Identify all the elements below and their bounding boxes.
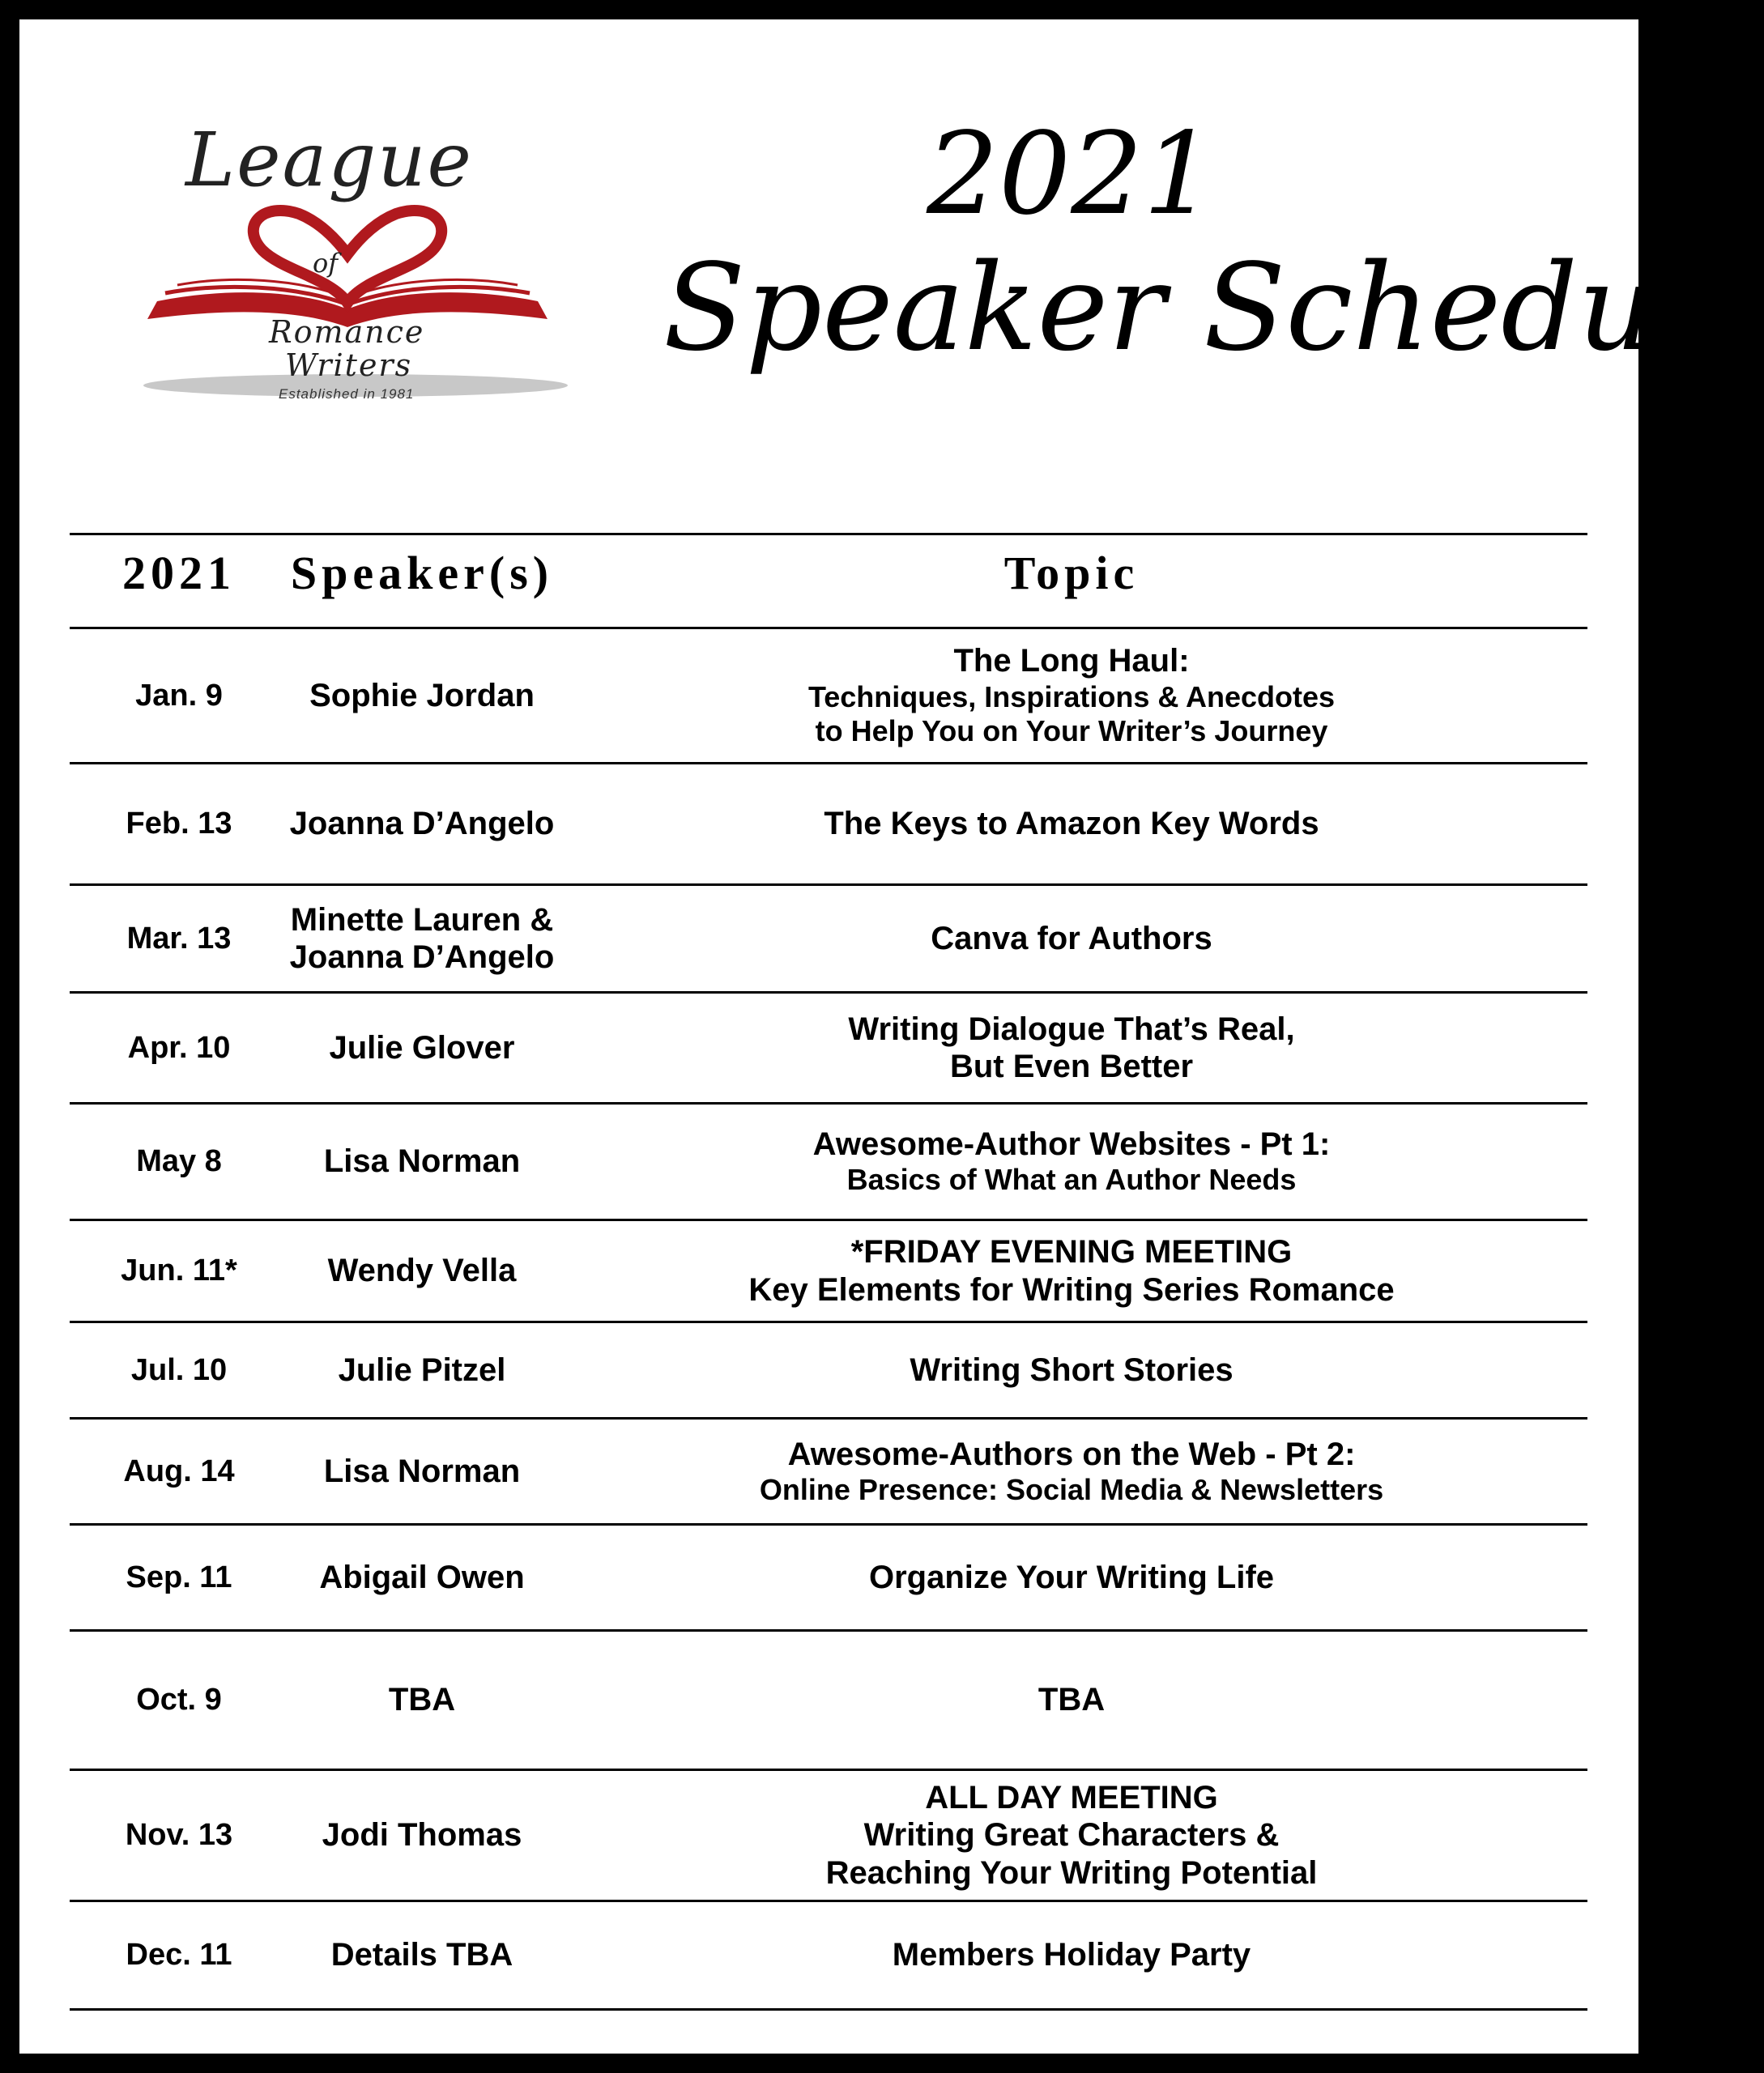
speaker-names: [288, 1632, 556, 1769]
league-logo: [141, 109, 562, 416]
meeting-topic: [556, 764, 1587, 883]
meeting-date: [70, 886, 288, 991]
topic-subtitle-line: to Help You on Your Writer’s Journey: [815, 714, 1328, 748]
header-year: 2021: [122, 547, 236, 599]
speaker-names: [288, 886, 556, 991]
meeting-topic-line: ALL DAY MEETING: [925, 1779, 1218, 1815]
meeting-topic-line: Writing Great Characters &: [863, 1817, 1280, 1854]
meeting-topic: [556, 1632, 1587, 1769]
speaker-names: [288, 1771, 556, 1900]
speaker-names-line: Sophie Jordan: [309, 677, 535, 713]
logo-league-text: League: [185, 117, 473, 203]
table-rule: [70, 2008, 1587, 2011]
speaker-names-line: Details TBA: [330, 1937, 513, 1973]
table-rule: [70, 883, 1587, 886]
meeting-topic: [556, 1771, 1587, 1900]
logo-romance-text: Romance: [269, 314, 425, 350]
table-row: [70, 1771, 1587, 1900]
table-rule: [70, 762, 1587, 764]
meeting-topic-line: But Even Better: [949, 1049, 1194, 1084]
meeting-topic: [556, 1902, 1587, 2008]
speaker-names-line: Wendy Vella: [327, 1253, 517, 1289]
speaker-names-line: Julie Glover: [329, 1029, 515, 1066]
meeting-date: [70, 764, 288, 883]
meeting-date-line: Jun. 11*: [121, 1254, 237, 1288]
table-row: [70, 1632, 1587, 1769]
meeting-date: [70, 629, 288, 762]
meeting-date: [70, 994, 288, 1102]
table-rule: [70, 627, 1587, 629]
meeting-date-line: Dec. 11: [126, 1938, 232, 1973]
meeting-date: [70, 1221, 288, 1321]
meeting-date-line: Feb. 13: [126, 807, 232, 841]
table-row: [70, 1323, 1587, 1417]
meeting-date-line: Sep. 11: [126, 1560, 232, 1594]
topic-subtitle-line: Techniques, Inspirations & Anecdotes: [807, 679, 1336, 713]
header-topic: Topic: [1003, 547, 1140, 599]
meeting-date-line: May 8: [136, 1144, 222, 1179]
meeting-topic-line: The Keys to Amazon Key Words: [824, 806, 1319, 842]
meeting-topic-line: *FRIDAY EVENING MEETING: [850, 1234, 1293, 1271]
speaker-names-line: Joanna D’Angelo: [289, 806, 555, 842]
table-rule: [70, 1102, 1587, 1105]
table-rule: [70, 1523, 1587, 1526]
speaker-names: [288, 1323, 556, 1417]
logo-established-text: Established in 1981: [279, 386, 415, 402]
topic-subtitle-line: Basics of What an Author Needs: [846, 1163, 1297, 1197]
meeting-date: [70, 1771, 288, 1900]
speaker-names: [288, 764, 556, 883]
speaker-names: [288, 629, 556, 762]
table-rule: [70, 1417, 1587, 1420]
meeting-date-line: Oct. 9: [136, 1683, 222, 1718]
speaker-names: [288, 1105, 556, 1219]
meeting-topic-line: The Long Haul:: [953, 643, 1190, 679]
meeting-date-line: Jul. 10: [130, 1352, 228, 1387]
logo-of-text: of: [313, 248, 339, 279]
meeting-topic-line: Organize Your Writing Life: [868, 1559, 1275, 1595]
table-row: [70, 994, 1587, 1102]
table-row: [70, 1902, 1587, 2008]
table-row: [70, 764, 1587, 883]
meeting-topic-line: Canva for Authors: [931, 920, 1212, 956]
speaker-names-line: Jodi Thomas: [322, 1817, 522, 1854]
table-row: [70, 1105, 1587, 1219]
meeting-date: [70, 1902, 288, 2008]
meeting-topic-line: Members Holiday Party: [892, 1937, 1251, 1973]
meeting-topic: [556, 1323, 1587, 1417]
meeting-date-line: Jan. 9: [135, 678, 223, 713]
meeting-topic-line: Writing Short Stories: [910, 1351, 1234, 1388]
speaker-names-line: Joanna D’Angelo: [289, 939, 555, 975]
table-row: [70, 886, 1587, 991]
header-speakers: Speaker(s): [290, 547, 554, 599]
speaker-names-line: TBA: [388, 1682, 456, 1718]
speaker-names: [288, 994, 556, 1102]
meeting-topic: [556, 1526, 1587, 1629]
meeting-topic-line: Reaching Your Writing Potential: [825, 1854, 1318, 1891]
meeting-date-line: Apr. 10: [127, 1030, 231, 1065]
meeting-topic: [556, 994, 1587, 1102]
table-row: [70, 1420, 1587, 1523]
table-rule: [70, 1219, 1587, 1221]
meeting-topic-line: TBA: [1038, 1682, 1106, 1718]
meeting-topic: [556, 1221, 1587, 1321]
table-rule: [70, 533, 1587, 535]
meeting-date: [70, 1105, 288, 1219]
meeting-topic: [556, 1105, 1587, 1219]
speaker-names-line: Minette Lauren &: [290, 901, 554, 938]
meeting-date-line: Nov. 13: [125, 1818, 233, 1853]
meeting-topic: [556, 629, 1587, 762]
table-rule: [70, 1900, 1587, 1902]
meeting-topic-line: Awesome-Author Websites - Pt 1:: [812, 1126, 1331, 1163]
meeting-date-line: Mar. 13: [126, 921, 232, 956]
table-row: [70, 1526, 1587, 1629]
meeting-topic-line: Key Elements for Writing Series Romance: [748, 1271, 1395, 1308]
meeting-topic-line: Writing Dialogue That’s Real,: [848, 1011, 1295, 1047]
meeting-date-line: Aug. 14: [123, 1454, 235, 1488]
speaker-names: [288, 1221, 556, 1321]
meeting-topic: [556, 886, 1587, 991]
title-year: 2021: [927, 109, 1216, 241]
table-rule: [70, 1629, 1587, 1632]
table-row: [70, 1221, 1587, 1321]
meeting-date: [70, 1526, 288, 1629]
topic-subtitle-line: Online Presence: Social Media & Newsletters: [759, 1472, 1384, 1506]
meeting-topic: [556, 1420, 1587, 1523]
speaker-names: [288, 1526, 556, 1629]
table-rule: [70, 1321, 1587, 1323]
flyer-page: [19, 19, 1764, 2054]
speaker-names-line: Abigail Owen: [319, 1559, 525, 1595]
speaker-names: [288, 1420, 556, 1523]
speaker-names-line: Lisa Norman: [323, 1143, 521, 1180]
meeting-date: [70, 1323, 288, 1417]
logo-writers-text: Writers: [285, 347, 413, 383]
speaker-names-line: Lisa Norman: [323, 1453, 521, 1489]
meeting-date: [70, 1420, 288, 1523]
speaker-names-line: Julie Pitzel: [338, 1351, 506, 1388]
table-row: [70, 629, 1587, 762]
speaker-names: [288, 1902, 556, 2008]
page-title: Speaker Schedule: [663, 238, 1764, 377]
table-rule: [70, 1769, 1587, 1771]
meeting-topic-line: Awesome-Authors on the Web - Pt 2:: [787, 1436, 1356, 1472]
meeting-date: [70, 1632, 288, 1769]
table-rule: [70, 991, 1587, 994]
